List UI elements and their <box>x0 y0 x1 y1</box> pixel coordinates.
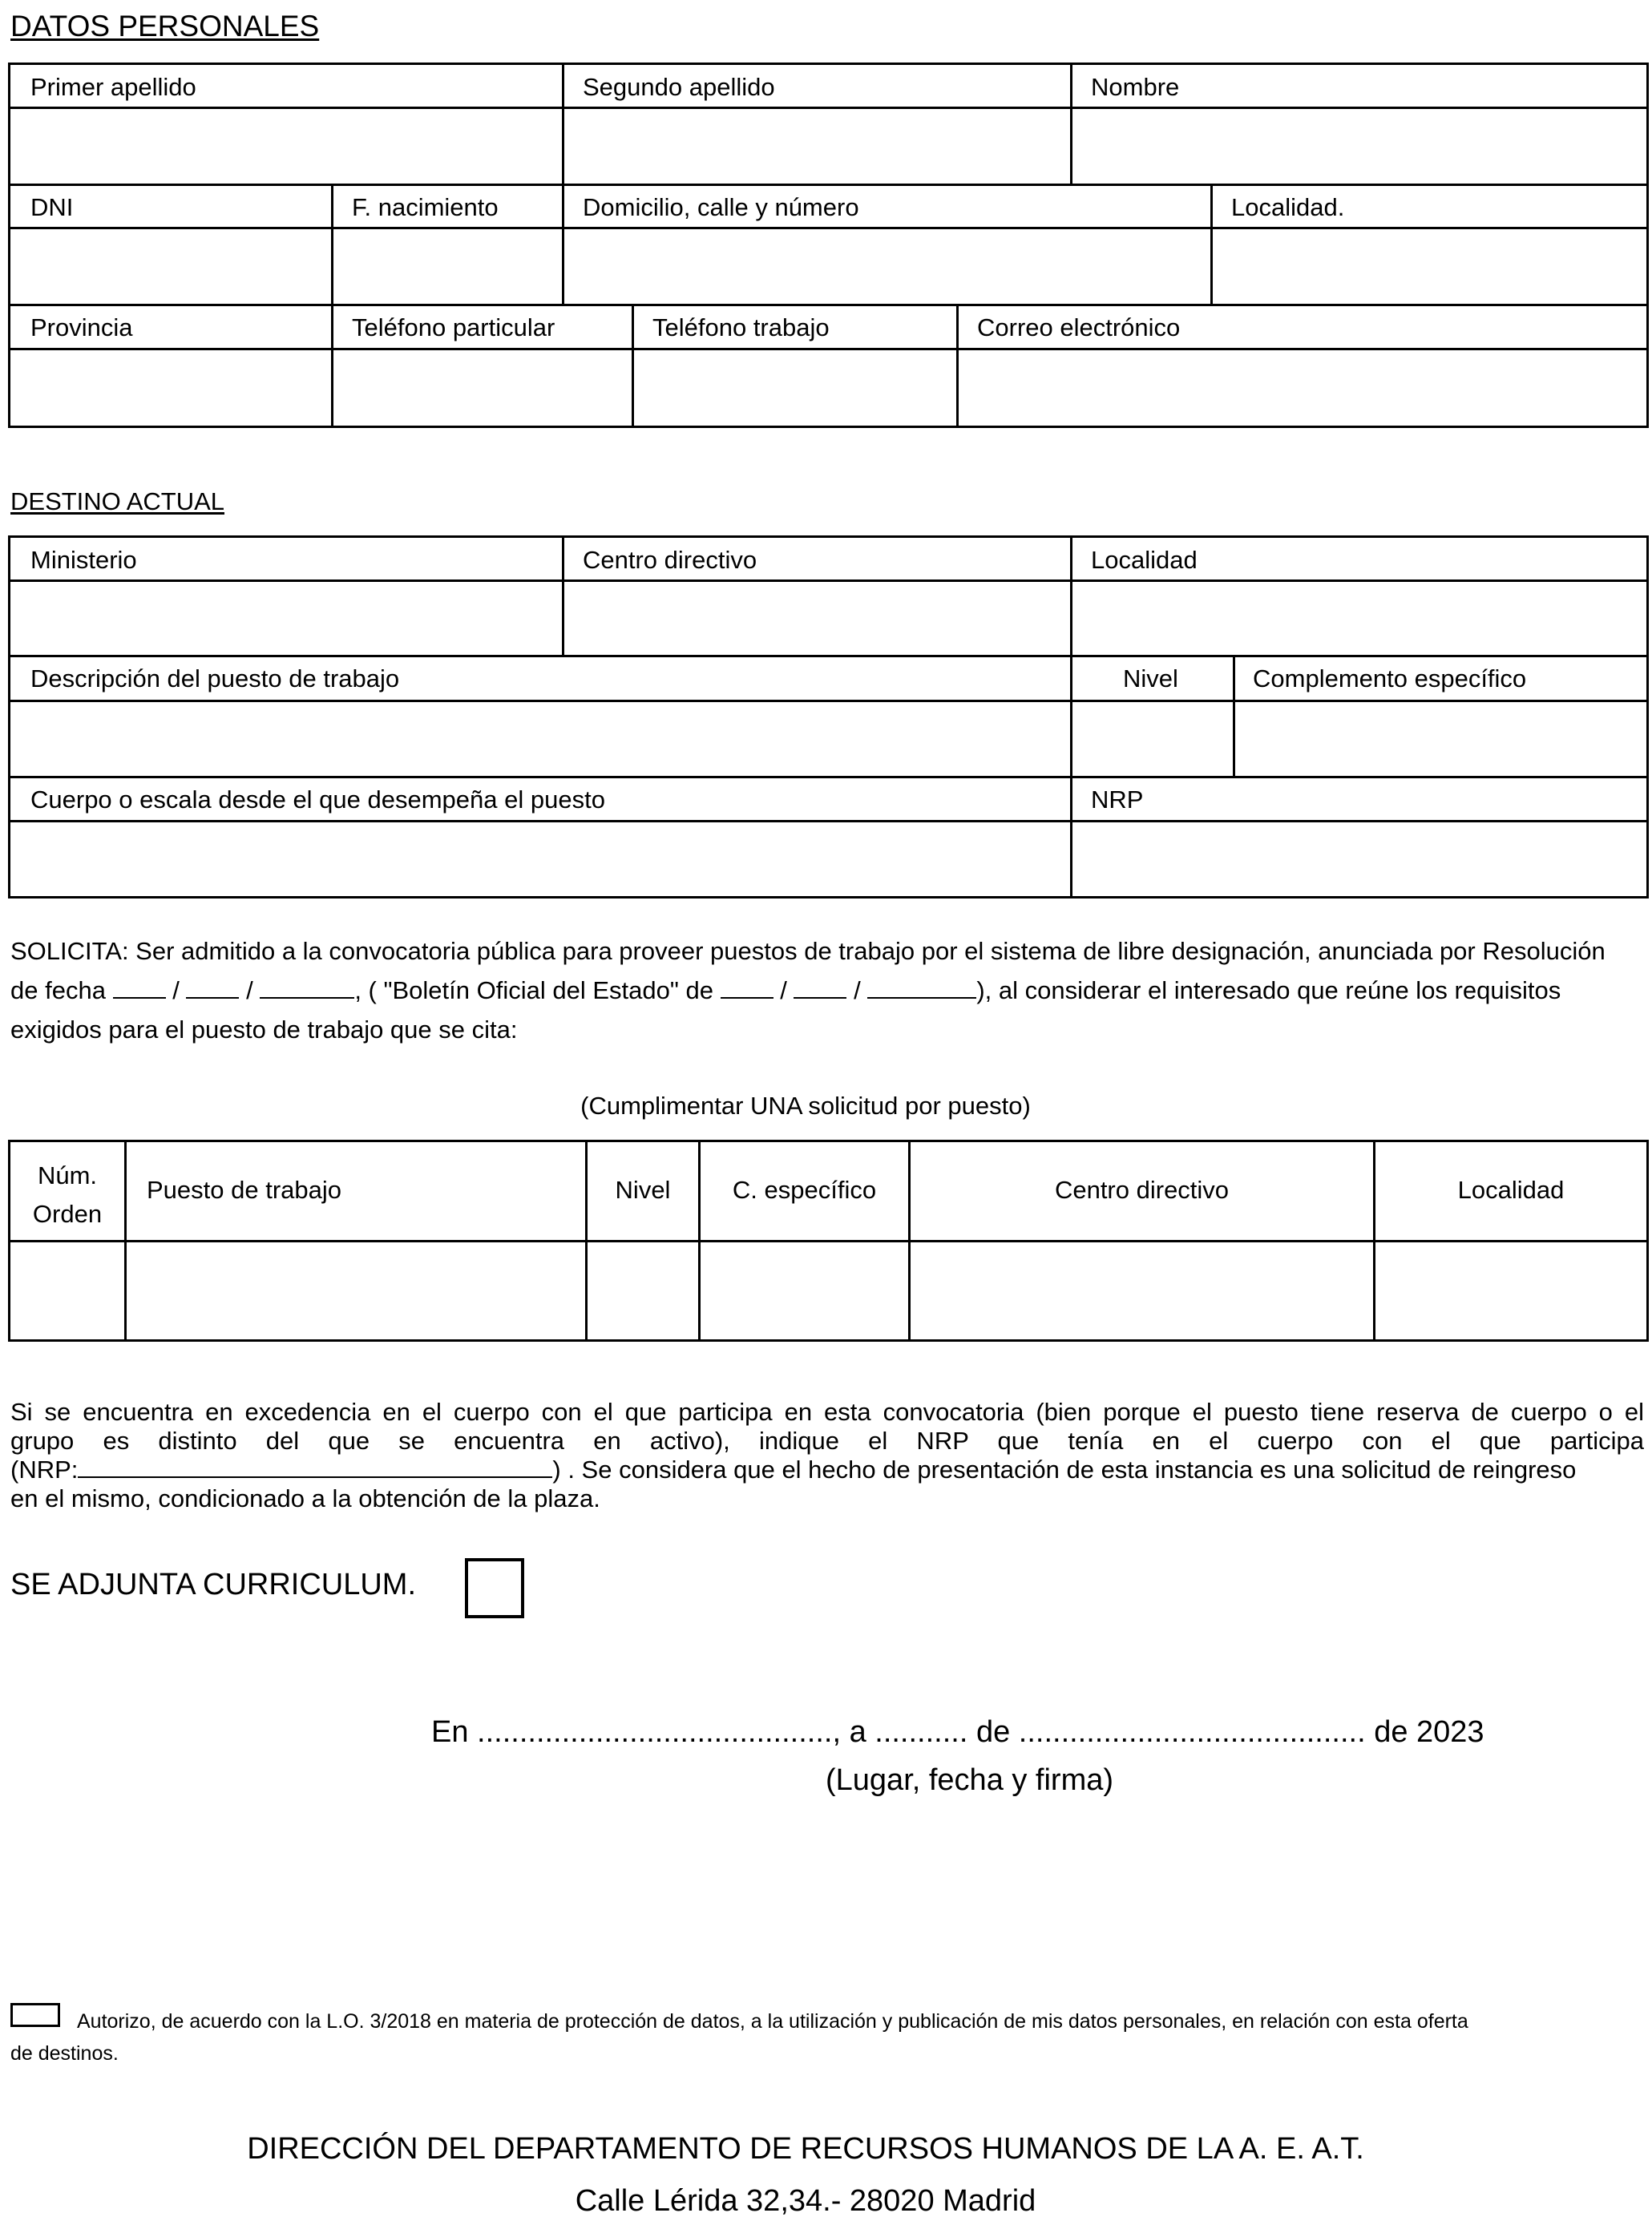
primer-apellido-field[interactable] <box>10 109 562 184</box>
header-num: Núm. <box>37 1161 98 1189</box>
num-orden-field[interactable] <box>10 1242 124 1339</box>
solicita-note-row <box>0 1092 1611 1121</box>
label-correo: Correo electrónico <box>977 313 1181 341</box>
header-localidad: Localidad <box>1457 1176 1565 1204</box>
puesto-centro-field[interactable] <box>911 1242 1373 1339</box>
curriculum-checkbox[interactable] <box>465 1558 524 1618</box>
label-telefono-trabajo: Teléfono trabajo <box>652 313 830 341</box>
footer-address: Calle Lérida 32,34.- 28020 Madrid <box>575 2184 1036 2218</box>
slash: / <box>246 976 253 1004</box>
dni-field[interactable] <box>10 229 331 304</box>
footer-department: DIRECCIÓN DEL DEPARTAMENTO DE RECURSOS HUMANOS DE LA A. E. A.T. <box>247 2132 1364 2166</box>
segundo-apellido-field[interactable] <box>564 109 1070 184</box>
label-centro-directivo: Centro directivo <box>583 546 757 574</box>
puesto-localidad-field[interactable] <box>1375 1242 1646 1339</box>
excedencia-line3 <box>10 1456 1644 1484</box>
slash: / <box>854 976 861 1004</box>
autorizo-line2: de destinos. <box>10 2042 119 2065</box>
telefono-trabajo-field[interactable] <box>634 350 956 426</box>
label-descripcion-puesto: Descripción del puesto de trabajo <box>30 664 400 693</box>
label-domicilio: Domicilio, calle y número <box>583 193 859 221</box>
fecha-mes-blank[interactable] <box>186 978 239 999</box>
solicita-de-fecha: de fecha <box>10 976 106 1004</box>
correo-field[interactable] <box>959 350 1646 426</box>
header-num-orden <box>10 1157 124 1234</box>
fecha-dia-blank[interactable] <box>113 978 166 999</box>
puesto-field[interactable] <box>127 1242 585 1339</box>
domicilio-field[interactable] <box>564 229 1210 304</box>
autorizo-paragraph <box>10 2005 1652 2070</box>
solicita-line3: exigidos para el puesto de trabajo que se cita: <box>10 1016 518 1044</box>
boe-anio-blank[interactable] <box>867 978 976 999</box>
excedencia-line1: Si se encuentra en excedencia en el cuerpo con el que participa en esta convocatoria (bien porque el puesto tiene reserva de cuerpo o el <box>10 1398 1644 1426</box>
personal-section-title: DATOS PERSONALES <box>10 10 320 42</box>
label-primer-apellido: Primer apellido <box>30 73 196 101</box>
excedencia-paragraph <box>10 1398 1644 1513</box>
slash: / <box>172 976 180 1004</box>
solicita-line2 <box>10 971 1650 1010</box>
solicita-boe: , ( "Boletín Oficial del Estado" de <box>354 976 713 1004</box>
label-complemento-especifico: Complemento específico <box>1253 664 1527 693</box>
telefono-particular-field[interactable] <box>333 350 632 426</box>
excedencia-line4: en el mismo, condicionado a la obtención de la plaza. <box>10 1484 600 1512</box>
destino-localidad-field[interactable] <box>1072 582 1646 655</box>
excedencia-line2: grupo es distinto del que se encuentra en activo), indique el NRP que tenía en el cuerpo con el que participa <box>10 1427 1644 1455</box>
puesto-c-especifico-field[interactable] <box>701 1242 908 1339</box>
solicita-note: (Cumplimentar UNA solicitud por puesto) <box>580 1092 1031 1120</box>
header-puesto: Puesto de trabajo <box>147 1176 342 1204</box>
curriculum-label: SE ADJUNTA CURRICULUM. <box>10 1568 417 1601</box>
header-nivel: Nivel <box>615 1176 671 1204</box>
autorizo-line1: Autorizo, de acuerdo con la L.O. 3/2018 en materia de protección de datos, a la utilización y publicación de mis datos personales, en relación con esta oferta <box>77 2010 1468 2033</box>
provincia-field[interactable] <box>10 350 331 426</box>
header-c-especifico: C. específico <box>732 1176 877 1204</box>
firma-line: En .........................................., a ........... de ......................................... de 2023 <box>431 1715 1484 1749</box>
label-ministerio: Ministerio <box>30 546 137 574</box>
centro-directivo-field[interactable] <box>564 582 1070 655</box>
label-nrp: NRP <box>1091 785 1144 814</box>
ministerio-field[interactable] <box>10 582 562 655</box>
label-cuerpo-escala: Cuerpo o escala desde el que desempeña el puesto <box>30 785 605 814</box>
localidad-field[interactable] <box>1213 229 1646 304</box>
solicita-paragraph <box>10 931 1650 1049</box>
destino-section-title: DESTINO ACTUAL <box>10 487 224 515</box>
nivel-field[interactable] <box>1072 702 1233 776</box>
header-centro-directivo: Centro directivo <box>1054 1176 1230 1204</box>
label-nombre: Nombre <box>1091 73 1180 101</box>
nrp-prefix: (NRP: <box>10 1456 79 1484</box>
boe-mes-blank[interactable] <box>794 978 846 999</box>
label-localidad: Localidad. <box>1231 193 1345 221</box>
solicita-requisitos: ), al considerar el interesado que reúne los requisitos <box>976 976 1561 1004</box>
boe-dia-blank[interactable] <box>721 978 773 999</box>
f-nacimiento-field[interactable] <box>333 229 562 304</box>
label-telefono-particular: Teléfono particular <box>352 313 555 341</box>
slash: / <box>780 976 787 1004</box>
firma-caption: (Lugar, fecha y firma) <box>826 1763 1114 1797</box>
nombre-field[interactable] <box>1072 109 1646 184</box>
puestos-table <box>8 1140 1649 1342</box>
cuerpo-escala-field[interactable] <box>10 822 1070 896</box>
fecha-anio-blank[interactable] <box>260 978 354 999</box>
label-segundo-apellido: Segundo apellido <box>583 73 775 101</box>
solicita-line1: SOLICITA: Ser admitido a la convocatoria pública para proveer puestos de trabajo por el sistema de libre designación, anunciada por Resolución <box>10 937 1606 965</box>
label-dni: DNI <box>30 193 74 221</box>
personal-data-table <box>8 63 1649 428</box>
label-nivel: Nivel <box>1123 664 1178 693</box>
excedencia-nrp-blank[interactable] <box>78 1459 552 1478</box>
excedencia-reingreso: ) . Se considera que el hecho de presentación de esta instancia es una solicitud de reingreso <box>552 1456 1577 1484</box>
label-destino-localidad: Localidad <box>1091 546 1198 574</box>
destino-table <box>8 535 1649 898</box>
descripcion-puesto-field[interactable] <box>10 702 1070 776</box>
label-provincia: Provincia <box>30 313 133 341</box>
puesto-nivel-field[interactable] <box>588 1242 698 1339</box>
header-orden: Orden <box>32 1200 103 1228</box>
label-f-nacimiento: F. nacimiento <box>352 193 499 221</box>
nrp-field[interactable] <box>1072 822 1646 896</box>
complemento-especifico-field[interactable] <box>1235 702 1646 776</box>
